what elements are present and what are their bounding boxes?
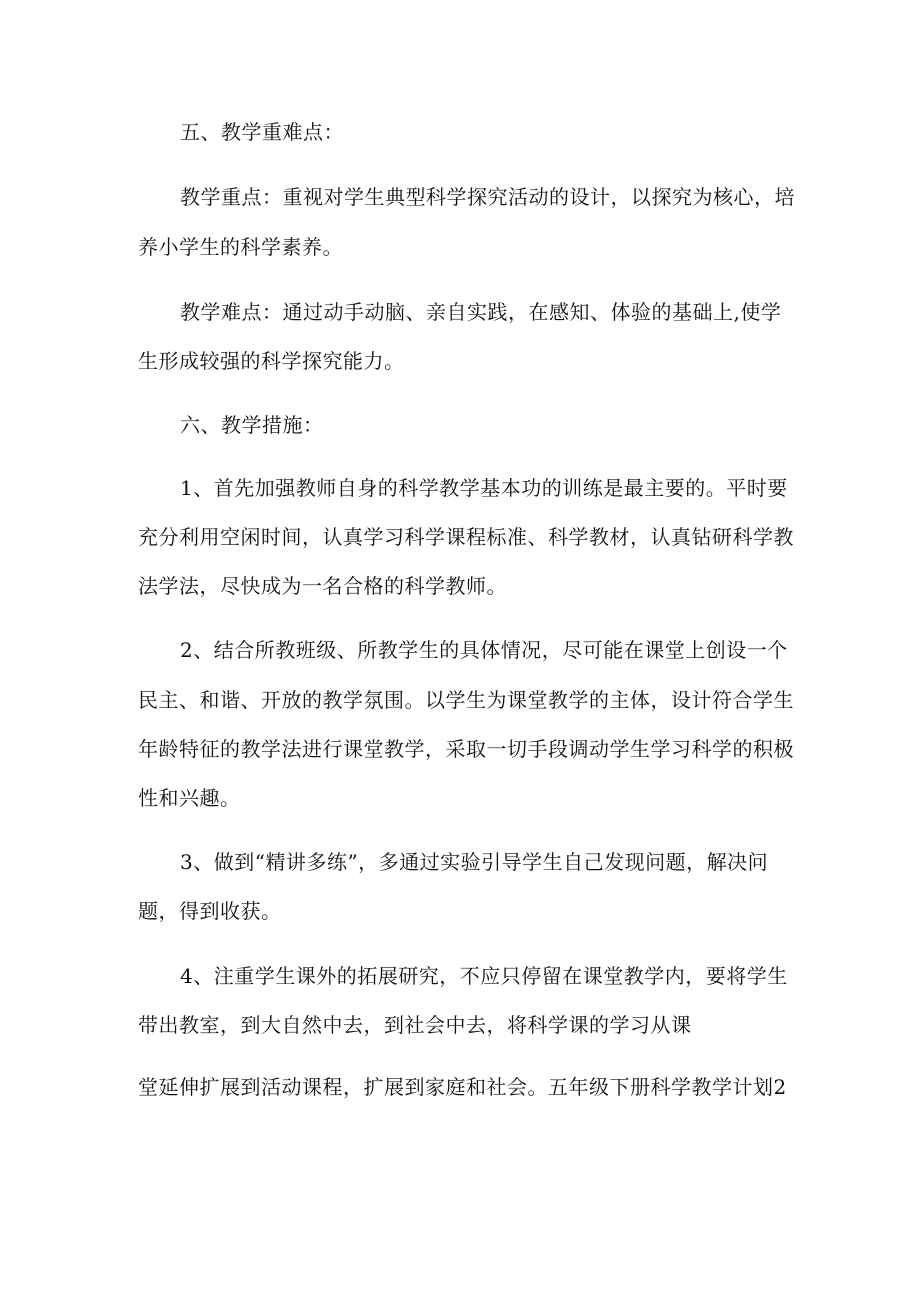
difficulty-paragraph-line-2: 生形成较强的科学探究能力。: [138, 349, 405, 373]
measure-1-line-3: 法学法，尽快成为一名合格的科学教师。: [138, 574, 507, 598]
measure-2-line-4: 性和兴趣。: [138, 786, 241, 810]
measure-3-line-2: 题，得到收获。: [138, 899, 282, 923]
measure-4-line-1: 4、注重学生课外的拓展研究，不应只停留在课堂教学内，要将学生: [180, 964, 788, 988]
difficulty-paragraph-line-1: 教学难点：通过动手动脑、亲自实践，在感知、体验的基础上,使学: [180, 300, 782, 324]
measure-2-line-3: 年龄特征的教学法进行课堂教学，采取一切手段调动学生学习科学的积极: [138, 737, 794, 761]
focus-paragraph-line-2: 养小学生的科学素养。: [138, 235, 343, 259]
section-heading-5: 五、教学重难点：: [180, 120, 344, 144]
section-heading-6: 六、教学措施：: [180, 413, 324, 437]
measure-2-line-1: 2、结合所教班级、所教学生的具体情况，尽可能在课堂上创设一个: [180, 638, 788, 662]
measure-1-line-2: 充分利用空闲时间，认真学习科学课程标准、科学教材，认真钻研科学教: [138, 525, 794, 549]
measure-1-line-1: 1、首先加强教师自身的科学教学基本功的训练是最主要的。平时要: [180, 476, 788, 500]
measure-4-line-2: 带出教室，到大自然中去，到社会中去，将科学课的学习从课: [138, 1013, 692, 1037]
measure-3-line-1: 3、做到“精讲多练”，多通过实验引导学生自己发现问题，解决问: [180, 850, 769, 874]
measure-4-line-3: 堂延伸扩展到活动课程，扩展到家庭和社会。五年级下册科学教学计划2: [138, 1075, 787, 1099]
focus-paragraph-line-1: 教学重点：重视对学生典型科学探究活动的设计，以探究为核心，培: [180, 185, 795, 209]
measure-2-line-2: 民主、和谐、开放的教学氛围。以学生为课堂教学的主体，设计符合学生: [138, 688, 794, 712]
